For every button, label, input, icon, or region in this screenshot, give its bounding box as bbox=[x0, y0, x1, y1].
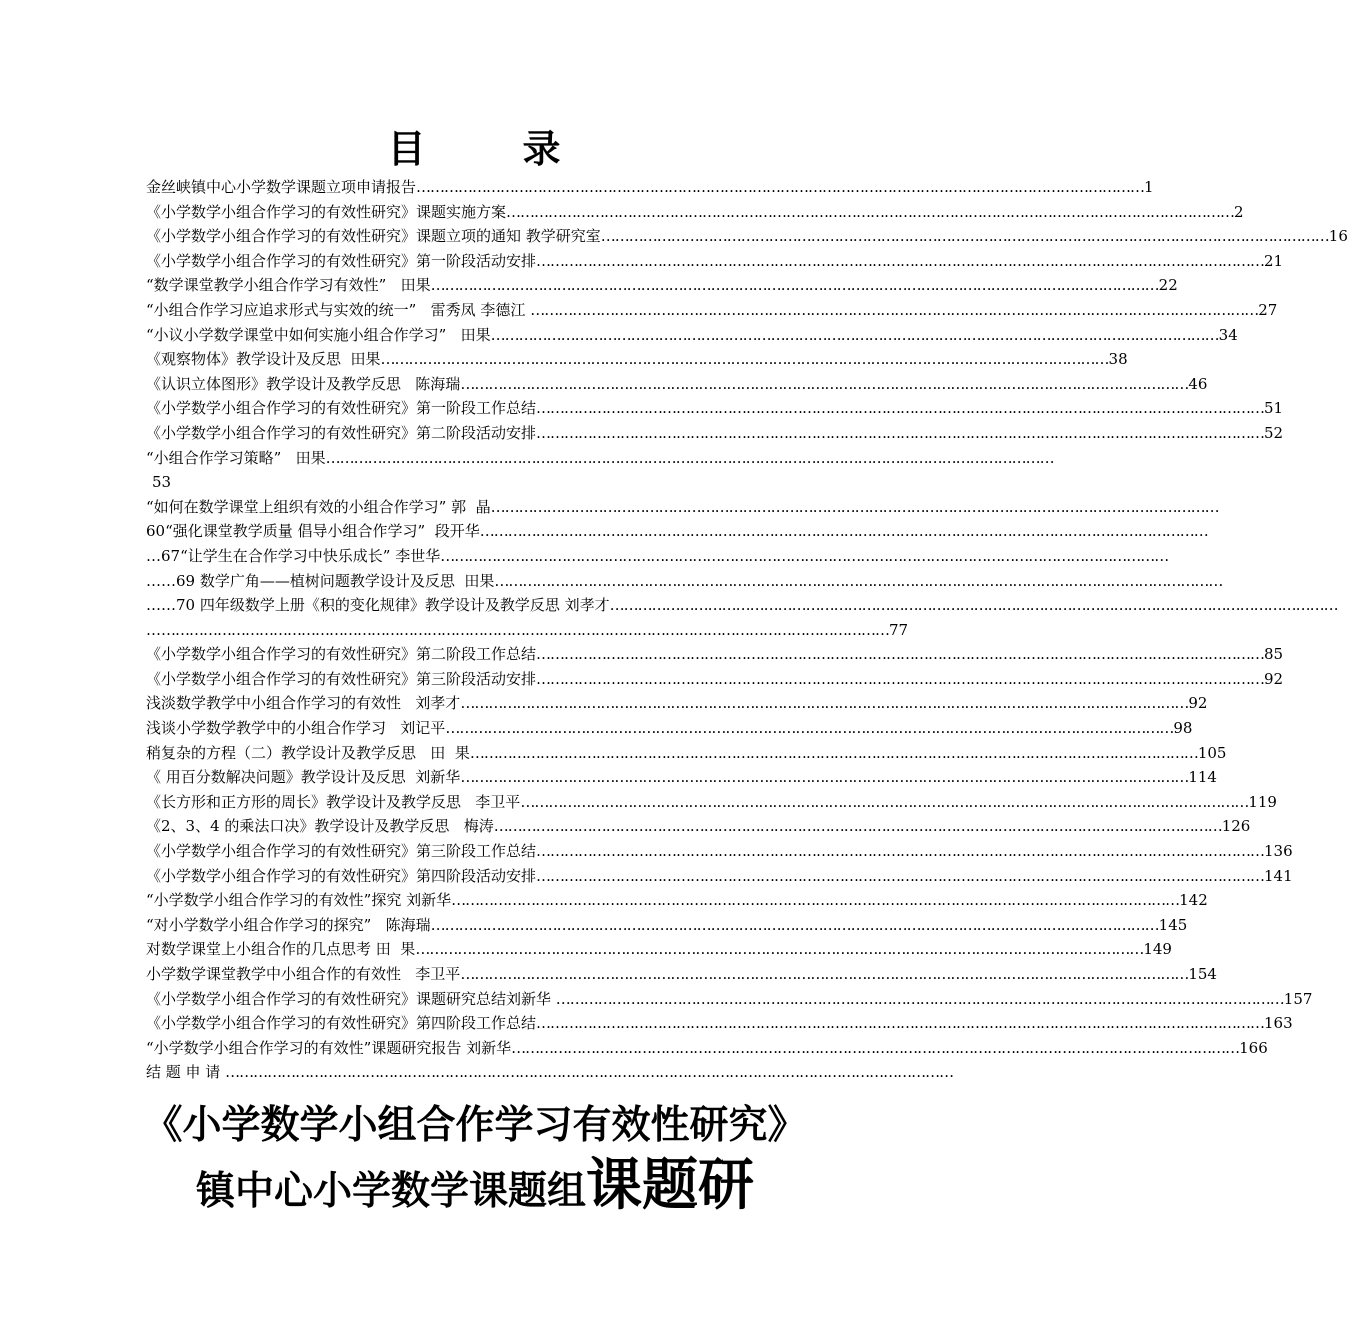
toc-entry[interactable] bbox=[146, 421, 1284, 446]
toc-entry-title: “小组合作学习策略” 田果 bbox=[146, 448, 326, 467]
toc-entry-page: 21 bbox=[1264, 251, 1284, 270]
toc-entry[interactable] bbox=[146, 962, 1217, 987]
toc-leader-dots: ………………………………………………………………………………………………………………………………………… bbox=[494, 571, 1223, 590]
toc-entry-title: “小议小学数学课堂中如何实施小组合作学习” 田果 bbox=[146, 325, 491, 344]
toc-entry[interactable] bbox=[146, 224, 1348, 249]
toc-entry-title: 《小学数学小组合作学习的有效性研究》第四阶段工作总结 bbox=[146, 1014, 537, 1033]
toc-entry-page: 141 bbox=[1264, 866, 1293, 885]
toc-leader-dots: ………………………………………………………………………………………………………………………………………… bbox=[430, 915, 1159, 934]
toc-entry[interactable] bbox=[146, 372, 1208, 397]
toc-leader-dots: ………………………………………………………………………………………………………………………………………… bbox=[430, 276, 1159, 295]
toc-entry-title: …67“让学生在合作学习中快乐成长” 李世华 bbox=[146, 546, 441, 565]
toc-leader-dots: ………………………………………………………………………………………………………………………………………… bbox=[536, 251, 1265, 270]
toc-entry-page: 1 bbox=[1144, 178, 1154, 196]
toc-entry[interactable] bbox=[146, 642, 1284, 667]
toc-leader-dots: ………………………………………………………………………………………………………………………………………… bbox=[536, 866, 1265, 885]
toc-entry-page: 51 bbox=[1264, 399, 1284, 418]
toc-entry-title: 《小学数学小组合作学习的有效性研究》课题实施方案 bbox=[146, 202, 507, 221]
toc-entry-title: 《认识立体图形》教学设计及教学反思 陈海瑞 bbox=[146, 374, 461, 393]
toc-leader-dots: ………………………………………………………………………………………………………………………………………… bbox=[440, 546, 1169, 565]
toc-leader-dots: ………………………………………………………………………………………………………………………………………… bbox=[225, 1063, 954, 1082]
toc-entry-title: “如何在数学课堂上组织有效的小组合作学习” 郭 晶 bbox=[146, 497, 491, 516]
toc-entry[interactable] bbox=[146, 667, 1284, 692]
toc-leader-dots: ………………………………………………………………………………………………………………………………………… bbox=[325, 448, 1054, 467]
toc-entry[interactable] bbox=[146, 741, 1227, 766]
toc-entry[interactable] bbox=[146, 396, 1284, 421]
toc-entry-title: 结 题 申 请 bbox=[146, 1063, 226, 1082]
toc-entry-page: 46 bbox=[1188, 374, 1208, 393]
toc-entry-page: 34 bbox=[1218, 325, 1238, 344]
toc-entry[interactable] bbox=[146, 1011, 1293, 1036]
toc-entry[interactable] bbox=[146, 814, 1251, 839]
toc-entry-page: 22 bbox=[1158, 276, 1178, 295]
toc-leader-dots: ………………………………………………………………………………………………………………………………………… bbox=[380, 350, 1109, 369]
toc-entry-title: 浅淡数学教学中小组合作学习的有效性 刘孝才 bbox=[146, 694, 461, 713]
research-subtitle-large: 课题研 bbox=[586, 1153, 754, 1218]
toc-entry[interactable] bbox=[146, 913, 1188, 938]
toc-leader-dots: ………………………………………………………………………………………………………………………………………… bbox=[416, 178, 1145, 196]
toc-entry[interactable] bbox=[146, 888, 1208, 913]
toc-entry[interactable] bbox=[146, 716, 1193, 741]
toc-leader-dots: ………………………………………………………………………………………………………………………………………… bbox=[460, 768, 1189, 787]
toc-entry-title: 《小学数学小组合作学习的有效性研究》第一阶段活动安排 bbox=[146, 251, 537, 270]
toc-entry-page: 163 bbox=[1264, 1014, 1293, 1033]
research-title: 《小学数学小组合作学习有效性研究》 bbox=[143, 1103, 807, 1148]
toc-entry[interactable] bbox=[146, 495, 1219, 520]
toc-leader-dots: ………………………………………………………………………………………………………………………………………… bbox=[445, 719, 1174, 738]
toc-entry-title: 小学数学课堂教学中小组合作的有效性 李卫平 bbox=[146, 965, 461, 983]
research-subtitle bbox=[0, 1148, 950, 1237]
toc-leader-dots: ………………………………………………………………………………………………………………………………………… bbox=[536, 842, 1265, 861]
toc-entry-page: 145 bbox=[1158, 915, 1188, 934]
toc-entry-title: 《小学数学小组合作学习的有效性研究》课题研究总结刘新华 bbox=[146, 989, 556, 1008]
toc-entry-title: 《2、3、4 的乘法口决》教学设计及教学反思 梅涛 bbox=[146, 817, 494, 836]
toc-entry-page: 154 bbox=[1188, 965, 1217, 983]
toc-entry[interactable] bbox=[146, 175, 1154, 200]
toc-entry-page: 16 bbox=[1328, 227, 1348, 246]
toc-entry-title: “对小学数学小组合作学习的探究” 陈海瑞 bbox=[146, 915, 431, 934]
toc-entry-page: 149 bbox=[1143, 940, 1172, 959]
toc-entry-page: 98 bbox=[1173, 719, 1193, 738]
toc-entry[interactable] bbox=[146, 249, 1284, 274]
toc-entry-title: 浅谈小学数学教学中的小组合作学习 刘记平 bbox=[146, 719, 446, 738]
toc-entry-title: 《小学数学小组合作学习的有效性研究》第四阶段活动安排 bbox=[146, 866, 537, 885]
toc-entry-page: 52 bbox=[1264, 423, 1284, 442]
toc-title bbox=[0, 124, 950, 174]
toc-entry-page: 114 bbox=[1188, 768, 1217, 787]
toc-entry-title: 《小学数学小组合作学习的有效性研究》课题立项的通知 教学研究室 bbox=[146, 227, 601, 246]
toc-entry[interactable] bbox=[146, 323, 1238, 348]
toc-entry[interactable] bbox=[146, 864, 1293, 889]
toc-entry-page: 27 bbox=[1258, 300, 1278, 319]
toc-leader-dots: ………………………………………………………………………………………………………………………………………… bbox=[493, 817, 1222, 836]
toc-entry-title: 《观察物体》教学设计及反思 田果 bbox=[146, 350, 381, 369]
toc-entry-title: 对数学课堂上小组合作的几点思考 田 果 bbox=[146, 940, 416, 959]
toc-entry-page: 142 bbox=[1179, 891, 1208, 910]
toc-entry[interactable] bbox=[146, 765, 1217, 790]
toc-leader-dots: ………………………………………………………………………………………………………………………………………… bbox=[479, 522, 1208, 541]
toc-entry-title: 53 bbox=[152, 473, 172, 492]
toc-leader-dots: ………………………………………………………………………………………………………………………………………… bbox=[536, 423, 1265, 442]
toc-entry[interactable] bbox=[146, 937, 1172, 962]
toc-entry-page: 2 bbox=[1234, 202, 1244, 221]
toc-leader-dots: ………………………………………………………………………………………………………………………………………… bbox=[555, 989, 1284, 1008]
toc-entry-page: 105 bbox=[1197, 743, 1227, 762]
toc-entry[interactable] bbox=[146, 593, 1338, 618]
toc-entry-title: “小学数学小组合作学习的有效性”探究 刘新华 bbox=[146, 891, 452, 910]
toc-title-right: 录 bbox=[522, 127, 563, 171]
toc-entry-page: 126 bbox=[1221, 817, 1251, 836]
toc-entry-page: 77 bbox=[889, 620, 909, 639]
toc-entry[interactable] bbox=[146, 273, 1178, 298]
toc-leader-dots: ………………………………………………………………………………………………………………………………………… bbox=[451, 891, 1180, 910]
toc-leader-dots: ………………………………………………………………………………………………………………………………………… bbox=[536, 669, 1265, 688]
toc-entry-title: 《长方形和正方形的周长》教学设计及教学反思 李卫平 bbox=[146, 792, 521, 811]
toc-entry-title: “小组合作学习应追求形式与实效的统一” 雷秀凤 李德江 bbox=[146, 300, 531, 319]
toc-entry-title: 60“强化课堂教学质量 倡导小组合作学习” 段开华 bbox=[146, 522, 480, 541]
toc-leader-dots: ………………………………………………………………………………………………………………………………………… bbox=[536, 399, 1265, 418]
toc-leader-dots: ………………………………………………………………………………………………………………………………………… bbox=[530, 300, 1259, 319]
toc-entry[interactable] bbox=[146, 987, 1313, 1012]
toc-entry[interactable] bbox=[146, 200, 1244, 225]
toc-entry-page: 92 bbox=[1264, 669, 1284, 688]
toc-leader-dots: ………………………………………………………………………………………………………………………………………… bbox=[511, 1038, 1240, 1057]
toc-leader-dots: ………………………………………………………………………………………………………………………………………… bbox=[506, 202, 1235, 221]
toc-entry-page: 38 bbox=[1108, 350, 1128, 369]
toc-leader-dots: ………………………………………………………………………………………………………………………………………… bbox=[490, 497, 1219, 516]
toc-entry-title: “数学课堂教学小组合作学习有效性” 田果 bbox=[146, 276, 431, 295]
toc-title-left: 目 bbox=[387, 127, 428, 171]
toc-leader-dots: ………………………………………………………………………………………………………………………………………… bbox=[415, 940, 1144, 959]
toc-entry[interactable] bbox=[146, 544, 1169, 569]
toc-entry-title: 《小学数学小组合作学习的有效性研究》第二阶段工作总结 bbox=[146, 645, 537, 664]
toc-entry[interactable] bbox=[146, 1060, 954, 1085]
toc-entry[interactable] bbox=[146, 1036, 1268, 1061]
toc-entry-page: 119 bbox=[1248, 792, 1277, 811]
toc-entry-title: … bbox=[146, 620, 161, 639]
toc-entry[interactable] bbox=[146, 569, 1223, 594]
toc-entry[interactable] bbox=[146, 298, 1278, 323]
toc-entry-title: ……69 数学广角——植树问题教学设计及反思 田果 bbox=[146, 571, 495, 590]
toc-entry-title: 《小学数学小组合作学习的有效性研究》第三阶段活动安排 bbox=[146, 669, 537, 688]
toc-leader-dots: ………………………………………………………………………………………………………………………………………… bbox=[520, 792, 1249, 811]
toc-entry-title: 《 用百分数解决问题》教学设计及反思 刘新华 bbox=[146, 768, 461, 787]
toc-leader-dots: ………………………………………………………………………………………………………………………………………… bbox=[536, 645, 1265, 664]
toc-entry-title: 《小学数学小组合作学习的有效性研究》第三阶段工作总结 bbox=[146, 842, 537, 861]
toc-leader-dots: ………………………………………………………………………………………………………………………………………… bbox=[609, 596, 1338, 615]
toc-entry-page: 85 bbox=[1264, 645, 1284, 664]
toc-leader-dots: ………………………………………………………………………………………………………………………………………… bbox=[536, 1014, 1265, 1033]
toc-leader-dots: ………………………………………………………………………………………………………………………………………… bbox=[460, 965, 1189, 983]
toc-leader-dots: ………………………………………………………………………………………………………………………………………… bbox=[460, 374, 1189, 393]
toc-entry-page: 166 bbox=[1239, 1038, 1268, 1057]
toc-leader-dots: ………………………………………………………………………………………………………………………………………… bbox=[460, 694, 1189, 713]
toc-entry-title: 《小学数学小组合作学习的有效性研究》第二阶段活动安排 bbox=[146, 423, 537, 442]
research-subtitle-small: 镇中心小学数学课题组 bbox=[195, 1169, 586, 1214]
toc-leader-dots: ………………………………………………………………………………………………………………………………………… bbox=[469, 743, 1198, 762]
toc-entry[interactable] bbox=[146, 618, 909, 643]
toc-entry-title: ……70 四年级数学上册《积的变化规律》教学设计及教学反思 刘孝才 bbox=[146, 596, 610, 615]
toc-entry[interactable] bbox=[146, 691, 1208, 716]
toc-entry-title: “小学数学小组合作学习的有效性”课题研究报告 刘新华 bbox=[146, 1038, 512, 1057]
toc-entry[interactable] bbox=[146, 519, 1208, 544]
toc-entry-page: 136 bbox=[1264, 842, 1293, 861]
toc-leader-dots: ………………………………………………………………………………………………………………………………………… bbox=[600, 227, 1329, 246]
table-of-contents bbox=[146, 175, 1348, 1085]
toc-entry[interactable] bbox=[146, 470, 808, 495]
toc-entry-page: 92 bbox=[1188, 694, 1208, 713]
toc-entry-title: 《小学数学小组合作学习的有效性研究》第一阶段工作总结 bbox=[146, 399, 537, 418]
toc-entry-title: 稍复杂的方程（二）教学设计及教学反思 田 果 bbox=[146, 743, 470, 762]
toc-entry[interactable] bbox=[146, 790, 1277, 815]
toc-entry-title: 金丝峡镇中心小学数学课题立项申请报告 bbox=[146, 178, 417, 196]
toc-leader-dots: ………………………………………………………………………………………………………………………………………… bbox=[490, 325, 1219, 344]
toc-entry[interactable] bbox=[146, 347, 1128, 372]
toc-entry[interactable] bbox=[146, 446, 1054, 471]
toc-entry[interactable] bbox=[146, 839, 1293, 864]
toc-leader-dots: ………………………………………………………………………………………………………………………………………… bbox=[161, 620, 889, 639]
toc-entry-page: 157 bbox=[1283, 989, 1313, 1008]
